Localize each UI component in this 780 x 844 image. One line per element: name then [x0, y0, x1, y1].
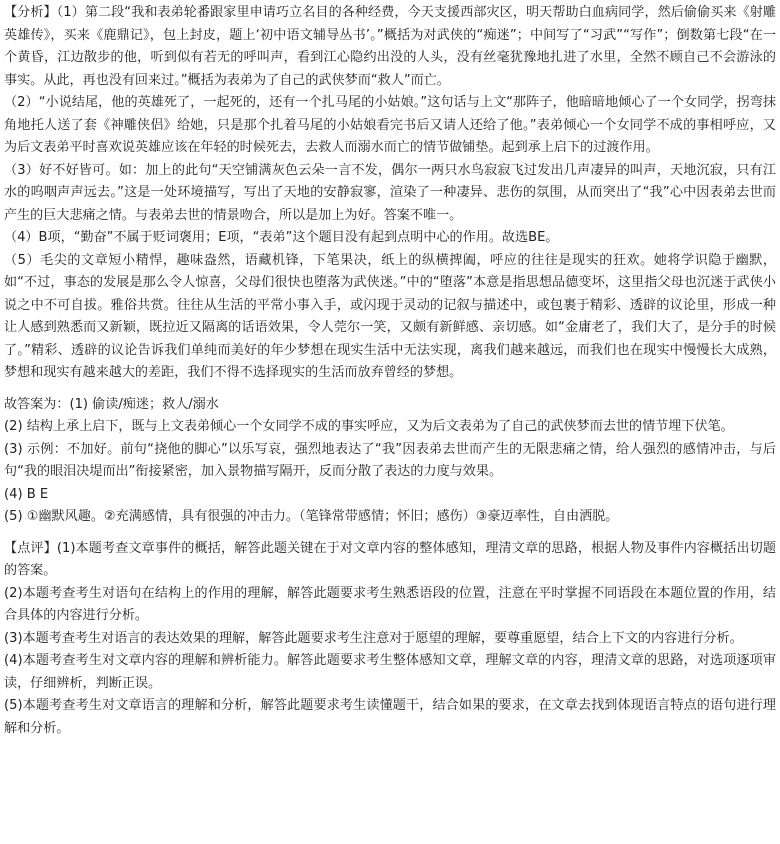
answer-item-2: (2) 结构上承上启下，既与上文表弟倾心一个女同学不成的事实呼应，又为后文表弟为了自己的武侠梦而去世的情节埋下伏笔。 — [4, 419, 734, 434]
comment-paragraph-5: (5)本题考查考生对文章语言的理解和分析，解答此题要求考生读懂题干，结合如果的要求，在文章去找到体现语言特点的语句进行理解和分析。 — [4, 698, 776, 736]
analysis-paragraph-3: （3）好不好皆可。如：加上的此句“天空铺满灰色云朵一言不发，偶尔一两只水鸟寂寂飞过发出几声凄异的叫声，天地沉寂，只有江水的呜咽声声远去。”这是一处环境描写，写出了天地的安静寂寥，渲染了一种凄异、悲伤的氛围，从而突出了“我”心中因表弟去世而产生的巨大悲痛之情。与表弟去世的情景吻合，所以是加上为好。答案不唯一。 — [4, 162, 776, 223]
analysis-section — [4, 2, 776, 385]
comment-paragraph-3: (3)本题考查考生对语言的表达效果的理解，解答此题要求考生注意对于愿望的理解，要尊重愿望，结合上下文的内容进行分析。 — [4, 630, 743, 646]
comment-paragraph-4: (4)本题考查考生对文章内容的理解和辨析能力。解答此题要求考生整体感知文章，理解文章的内容，理清文章的思路，对选项逐项审读，仔细辨析，判断正误。 — [4, 653, 776, 691]
answer-heading: 故答案为：(1) 偷读/痴迷；救人/溺水 — [4, 396, 219, 412]
comment-paragraph-1: 【点评】(1)本题考查文章事件的概括，解答此题关键在于对文章内容的整体感知，理清文章的思路，根据人物及事件内容概括出切题的答案。 — [4, 540, 776, 578]
comment-paragraph-2: (2)本题考查考生对语句在结构上的作用的理解，解答此题要求考生熟悉语段的位置，注意在平时掌握不同语段在本题位置的作用，结合具体的内容进行分析。 — [4, 585, 776, 623]
section-spacer — [4, 385, 776, 394]
comment-section — [4, 538, 776, 741]
answer-section — [4, 394, 776, 529]
analysis-paragraph-4: （4）B项，“勤奋”不属于贬词褒用；E项，“表弟”这个题目没有起到点明中心的作用。故选BE。 — [4, 230, 559, 245]
analysis-paragraph-2: （2）“小说结尾，他的英雄死了，一起死的，还有一个扎马尾的小姑娘。”这句话与上文“那阵子，他暗暗地倾心了一个女同学，拐弯抹角地托人送了套《神雕侠侣》给她，只是那个扎着马尾的小姑娘看完书后又请人还给了他。”表弟倾心一个女同学不成的事相呼应，又为后文表弟平时喜欢说英雄应该在年轻的时候死去，去救人而溺水而亡的情节做铺垫。起到承上启下的过渡作用。 — [4, 95, 776, 155]
analysis-paragraph-1: 【分析】（1）第二段“我和表弟轮番跟家里申请巧立名目的各种经费，今天支援西部灾区，明天帮助白血病同学，然后偷偷买来《射雕英雄传》，买来《鹿鼎记》，包上封皮，题上‘初中语文辅导丛书’。”概括为对武侠的“痴迷”；中间写了“习武”“写作”；倒数第七段“在一个黄昏，江边散步的他，听到似有若无的呼叫声，看到江心隐约出没的人头，没有丝毫犹豫地扎进了水里，全然不顾自己不会游泳的事实。从此，再也没有回来过。”概括为表弟为了自己的武侠梦而“救人”而亡。 — [4, 5, 776, 88]
answer-item-3: (3) 示例：不加好。前句“挠他的脚心”以乐写哀，强烈地表达了“我”因表弟去世而产生的无限悲痛之情，给人强烈的感情冲击，与后句“我的眼泪决堤而出”衔接紧密，加入景物描写隔开，反而分散了表达的力度与效果。 — [4, 441, 776, 479]
answer-item-5: (5) ①幽默风趣。②充满感情，具有很强的冲击力。（笔锋常带感情；怀旧；感伤）③豪迈率性，自由洒脱。 — [4, 509, 619, 524]
analysis-paragraph-5: （5）毛尖的文章短小精悍，趣味盎然，语藏机锋，下笔果决，纸上的纵横捭阖，呼应的往往是现实的狂欢。她将学识隐于幽默，如“不过，事态的发展是那么令人惊喜，父母们很快也堕落为武侠迷。”中的“堕落”本意是指思想品德变坏，这里指父母也沉迷于武侠小说之中不可自拔。雅俗共赏。往往从生活的平常小事入手，或闪现于灵动的记叙与描述中，或包裹于精彩、透辟的议论里，形成一种让人感到熟悉而又新颖，既拉近又隔离的话语效果，令人莞尔一笑，又颇有新鲜感、亲切感。如“金庸老了，我们大了，是分手的时候了。”精彩、透辟的议论告诉我们单纯而美好的年少梦想在现实生活中无法实现，离我们越来越远，而我们也在现实中慢慢长大成熟，梦想和现实有越来越大的差距，我们不得不选择现实的生活而放弃曾经的梦想。 — [4, 252, 776, 380]
section-spacer — [4, 529, 776, 538]
answer-item-4: (4) B E — [4, 486, 49, 502]
